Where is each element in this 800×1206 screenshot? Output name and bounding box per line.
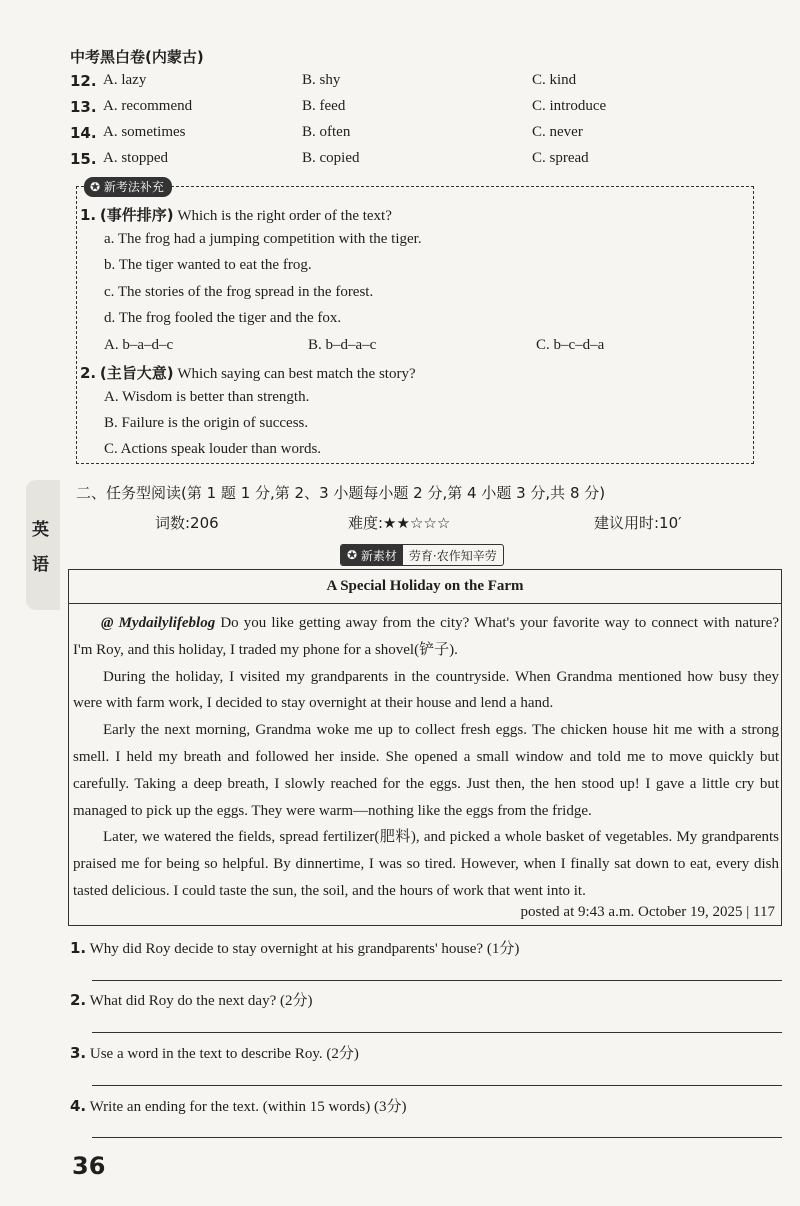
choice-b: B. Failure is the origin of success. — [104, 415, 309, 431]
option-a: A. lazy — [103, 72, 147, 88]
supplement-question-2 — [80, 362, 416, 383]
subject-side-tab — [26, 480, 60, 610]
question-number: 3. — [70, 1044, 87, 1062]
list-item: d. The frog fooled the tiger and the fox. — [104, 310, 342, 326]
question-text: Write an ending for the text. (within 15 words) (3分) — [89, 1099, 407, 1115]
option-a: A. stopped — [103, 150, 168, 166]
question-number: 12. — [70, 72, 97, 90]
answer-line[interactable] — [92, 1085, 782, 1086]
option-a: A. recommend — [103, 98, 193, 114]
option-b: B. feed — [302, 98, 346, 114]
question-text: Which is the right order of the text? — [177, 208, 392, 224]
question-number: 13. — [70, 98, 97, 116]
question-number: 14. — [70, 124, 97, 142]
lightbulb-icon: ✪ — [90, 180, 104, 194]
option-c: C. introduce — [532, 98, 607, 114]
list-item: a. The frog had a jumping competition with the tiger. — [104, 231, 422, 247]
page-header: 中考黑白卷(内蒙古) — [70, 48, 204, 66]
subject-label: 英 — [32, 520, 49, 540]
option-c: C. kind — [532, 72, 577, 88]
paragraph: During the holiday, I visited my grandparents in the countryside. When Grandma mentioned how busy they were with farm work, I decided to stay overnight at their house and lend a hand. — [73, 668, 779, 712]
choice-c: C. b–c–d–a — [536, 337, 605, 353]
question — [70, 1095, 406, 1116]
list-item: c. The stories of the frog spread in the forest. — [104, 284, 374, 300]
question-number: 1. — [80, 206, 97, 224]
passage-body — [73, 610, 779, 905]
word-count: 词数:206 — [155, 514, 219, 532]
option-c: C. spread — [532, 150, 589, 166]
blog-handle: @ Mydailylifeblog — [101, 615, 216, 631]
question-type: (事件排序) — [99, 206, 174, 224]
question — [70, 989, 313, 1010]
subject-label: 语 — [32, 555, 49, 575]
paragraph: Later, we watered the fields, spread fertilizer(肥料), and picked a whole basket of vegetables. My grandparents praised me for being so helpful. By dinnertime, I was so tired. However, when I finally sat down to eat, every dish tasted delicious. I could taste the sun, the soil, and the hours of work that went into it. — [73, 829, 779, 899]
difficulty: 难度:★★☆☆☆ — [348, 514, 451, 532]
material-tag-light: 劳育·农作知辛劳 — [408, 548, 497, 563]
page-number: 36 — [72, 1152, 106, 1180]
material-tag-dark — [341, 545, 403, 565]
option-row — [70, 150, 760, 172]
list-item: b. The tiger wanted to eat the frog. — [104, 257, 312, 273]
material-tag-dark-label: 新素材 — [360, 548, 397, 563]
option-b: B. shy — [302, 72, 341, 88]
question-number: 15. — [70, 150, 97, 168]
question-number: 1. — [70, 939, 87, 957]
question — [70, 937, 519, 958]
choice-b: B. b–d–a–c — [308, 337, 377, 353]
supplement-question-1 — [80, 204, 392, 225]
question — [70, 1042, 359, 1063]
option-row — [70, 98, 760, 120]
question-text: What did Roy do the next day? (2分) — [89, 993, 313, 1009]
question-number: 2. — [70, 991, 87, 1009]
supplement-tag — [84, 177, 172, 197]
material-tag — [340, 544, 504, 566]
lightbulb-icon: ✪ — [347, 548, 361, 562]
section-title: 二、任务型阅读(第 1 题 1 分,第 2、3 小题每小题 2 分,第 4 小题 3 分,共 8 分) — [76, 484, 606, 502]
option-b: B. often — [302, 124, 351, 140]
suggested-time: 建议用时:10′ — [594, 514, 682, 532]
question-type: (主旨大意) — [99, 364, 174, 382]
question-number: 2. — [80, 364, 97, 382]
passage-title: A Special Holiday on the Farm — [69, 570, 781, 604]
option-c: C. never — [532, 124, 583, 140]
option-b: B. copied — [302, 150, 360, 166]
choice-a: A. Wisdom is better than strength. — [104, 389, 310, 405]
supplement-tag-label: 新考法补充 — [103, 180, 164, 194]
option-a: A. sometimes — [103, 124, 186, 140]
question-text: Which saying can best match the story? — [177, 366, 416, 382]
choice-a: A. b–a–d–c — [104, 337, 174, 353]
question-number: 4. — [70, 1097, 87, 1115]
choice-c: C. Actions speak louder than words. — [104, 441, 322, 457]
question-text: Use a word in the text to describe Roy. (2分) — [89, 1046, 359, 1062]
question-text: Why did Roy decide to stay overnight at his grandparents' house? (1分) — [89, 941, 520, 957]
option-row — [70, 72, 760, 94]
option-row — [70, 124, 760, 146]
answer-line[interactable] — [92, 1032, 782, 1033]
answer-line[interactable] — [92, 1137, 782, 1138]
paragraph-text: Do you like getting away from the city? What's your favorite way to connect with nature? I'm Roy, and this holiday, I traded my phone for a shovel(铲子). — [73, 615, 779, 658]
post-timestamp: posted at 9:43 a.m. October 19, 2025 | 117 — [520, 904, 775, 920]
answer-line[interactable] — [92, 980, 782, 981]
paragraph — [73, 610, 779, 664]
reading-passage — [68, 569, 782, 926]
paragraph: Early the next morning, Grandma woke me up to collect fresh eggs. The chicken house hit me with a strong smell. I held my breath and followed her inside. She opened a small window and told me to move quickly but carefully. Taking a deep breath, I slowly reached for the eggs. Just then, the hen stood up! I gave a little cry but managed to pick up the eggs. They were warm—nothing like the eggs from the fridge. — [73, 722, 779, 819]
